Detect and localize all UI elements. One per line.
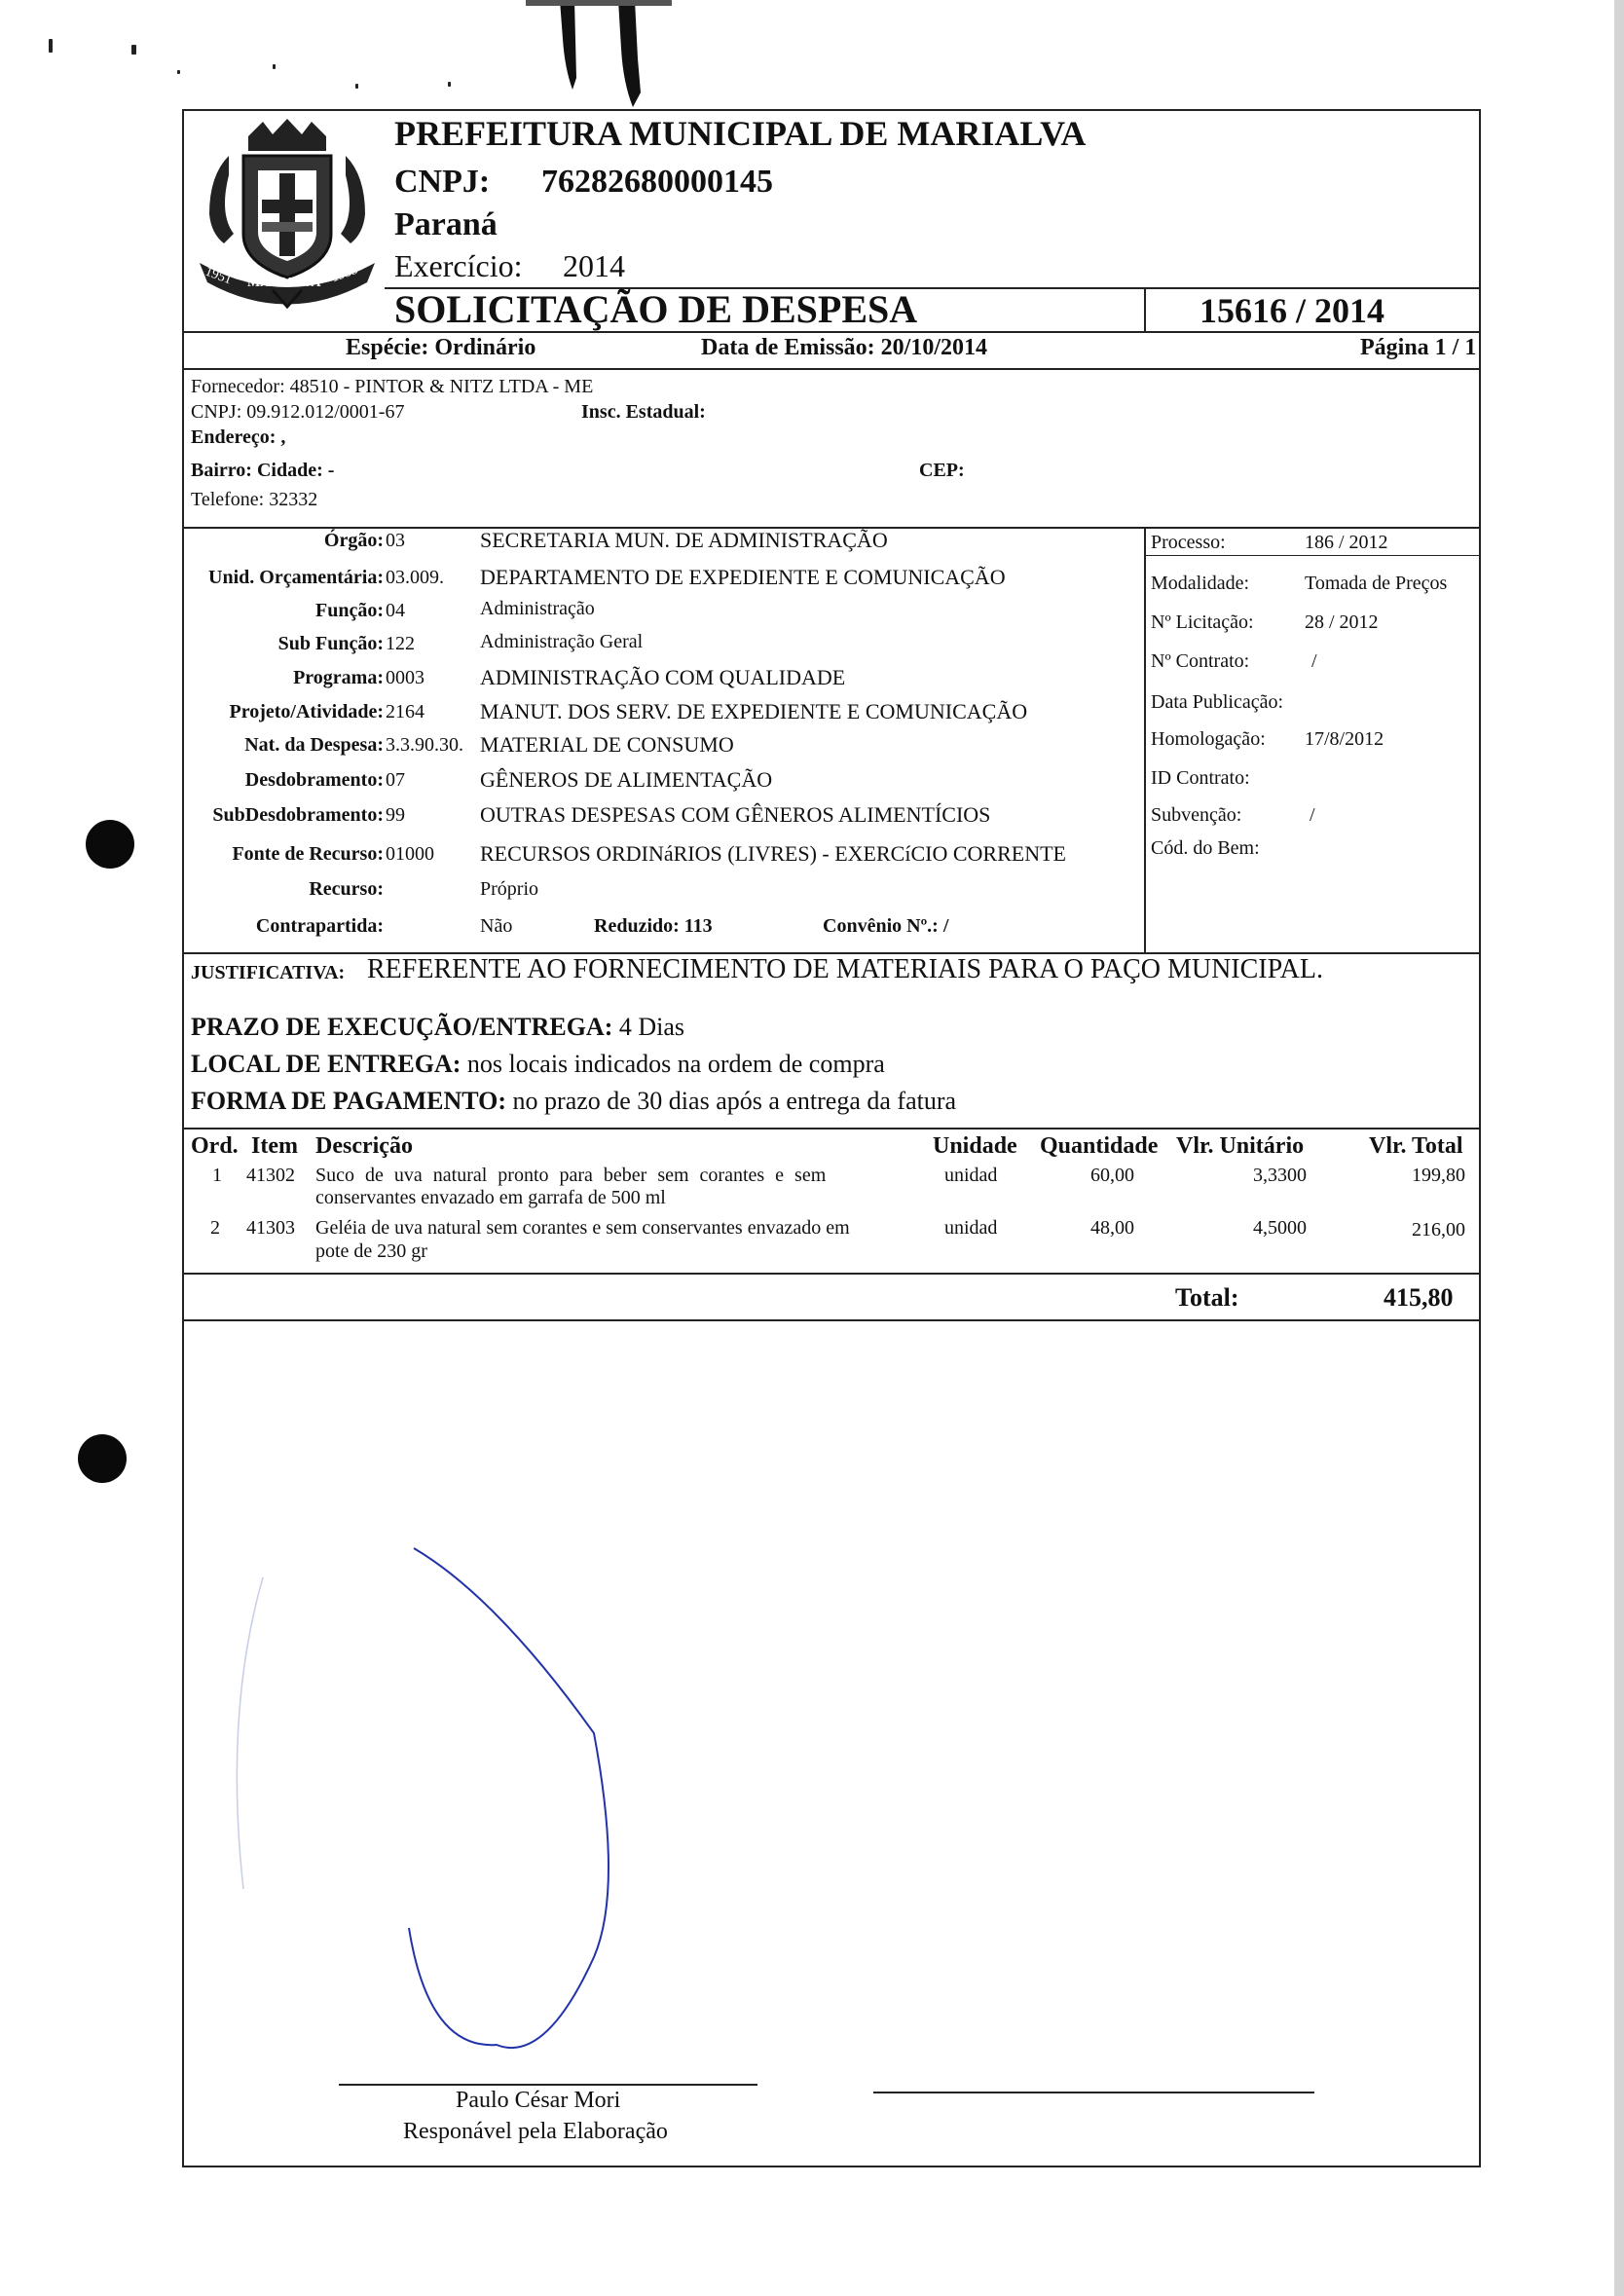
divider <box>182 1319 1481 1321</box>
id-contrato-label: ID Contrato: <box>1151 767 1250 789</box>
col-quantidade: Quantidade <box>1040 1133 1159 1159</box>
recurso-label: Recurso: <box>309 878 384 900</box>
divider <box>182 368 1481 370</box>
prazo-label: PRAZO DE EXECUÇÃO/ENTREGA: <box>191 1013 613 1041</box>
orgao-code: 03 <box>386 530 405 551</box>
row2-ord: 2 <box>210 1217 220 1239</box>
local-value: nos locais indicados na ordem de compra <box>466 1050 885 1078</box>
subdesdobramento-label: SubDesdobramento: <box>212 804 384 826</box>
document-title: SOLICITAÇÃO DE DESPESA <box>394 287 918 331</box>
seal-year-right: 1953 <box>329 262 360 286</box>
subdesdobramento-code: 99 <box>386 804 405 826</box>
subvencao-label: Subvenção: <box>1151 804 1242 826</box>
signatory-name: Paulo César Mori <box>456 2088 621 2113</box>
supplier-address: Endereço: , <box>191 426 286 448</box>
row2-quantidade: 48,00 <box>1090 1217 1134 1239</box>
supplier-phone: Telefone: 32332 <box>191 489 318 510</box>
divider <box>1144 555 1481 556</box>
reduzido: Reduzido: 113 <box>594 915 713 937</box>
cod-bem-label: Cód. do Bem: <box>1151 837 1260 859</box>
funcao-label: Função: <box>315 600 384 621</box>
unid-code: 03.009. <box>386 567 444 588</box>
orgao-desc: SECRETARIA MUN. DE ADMINISTRAÇÃO <box>480 528 888 552</box>
seal-text: MARIALVA <box>247 276 321 290</box>
supplier-cnpj: CNPJ: 09.912.012/0001-67 <box>191 401 405 423</box>
supplier-bairro: Bairro: Cidade: - <box>191 460 335 481</box>
col-total: Vlr. Total <box>1369 1133 1463 1159</box>
programa-label: Programa: <box>293 667 384 688</box>
contrapartida-desc: Não <box>480 915 513 937</box>
licitacao-label: Nº Licitação: <box>1151 611 1254 633</box>
scan-speck <box>131 45 136 55</box>
supplier-name: Fornecedor: 48510 - PINTOR & NITZ LTDA - ME <box>191 376 594 397</box>
natureza-label: Nat. da Despesa: <box>244 734 384 756</box>
handwritten-signature <box>204 1519 633 2064</box>
scan-speck <box>49 39 53 53</box>
row1-quantidade: 60,00 <box>1090 1165 1134 1186</box>
subfuncao-code: 122 <box>386 633 415 654</box>
page-number: Página 1 / 1 <box>1360 335 1477 360</box>
punch-hole <box>78 1434 127 1483</box>
forma-value: no prazo de 30 dias após a entrega da fatura <box>512 1087 957 1115</box>
forma-line <box>191 1087 956 1116</box>
prazo-line <box>191 1013 684 1042</box>
seal-year-left: 1951 <box>203 264 234 288</box>
row1-unidade: unidad <box>944 1165 998 1186</box>
signatory-role: Responável pela Elaboração <box>403 2119 668 2144</box>
row2-unitario: 4,5000 <box>1253 1217 1307 1239</box>
signature-line <box>873 2092 1314 2093</box>
funcao-desc: Administração <box>480 598 595 619</box>
emission-date: Data de Emissão: 20/10/2014 <box>701 335 987 360</box>
row1-desc1: Suco de uva natural pronto para beber sem corantes e sem <box>315 1165 827 1186</box>
row2-item: 41303 <box>246 1217 295 1239</box>
state-name: Paraná <box>394 206 498 242</box>
desdobramento-desc: GÊNEROS DE ALIMENTAÇÃO <box>480 767 773 792</box>
processo-label: Processo: <box>1151 532 1226 553</box>
supplier-insc: Insc. Estadual: <box>581 401 706 423</box>
modalidade-value: Tomada de Preços <box>1305 573 1448 594</box>
col-unitario: Vlr. Unitário <box>1176 1133 1305 1159</box>
programa-code: 0003 <box>386 667 424 688</box>
signature-line <box>339 2084 757 2086</box>
unid-desc: DEPARTAMENTO DE EXPEDIENTE E COMUNICAÇÃO <box>480 565 1006 589</box>
row2-total: 216,00 <box>1412 1219 1465 1241</box>
funcao-code: 04 <box>386 600 405 621</box>
homologacao-label: Homologação: <box>1151 728 1266 750</box>
row1-desc2: conservantes envazado em garrafa de 500 ml <box>315 1187 666 1208</box>
fonte-code: 01000 <box>386 843 434 865</box>
programa-desc: ADMINISTRAÇÃO COM QUALIDADE <box>480 665 846 689</box>
contrapartida-label: Contrapartida: <box>255 915 384 937</box>
species: Espécie: Ordinário <box>346 335 536 360</box>
document-number: 15616 / 2014 <box>1200 291 1385 330</box>
projeto-code: 2164 <box>386 701 424 722</box>
divider <box>182 331 1481 333</box>
unid-label: Unid. Orçamentária: <box>208 567 384 588</box>
local-label: LOCAL DE ENTREGA: <box>191 1050 461 1078</box>
row2-desc1: Geléia de uva natural sem corantes e sem conservantes envazado em <box>315 1217 850 1239</box>
municipality-name: PREFEITURA MUNICIPAL DE MARIALVA <box>394 114 1087 153</box>
col-descricao: Descrição <box>315 1133 413 1159</box>
row1-unitario: 3,3300 <box>1253 1165 1307 1186</box>
homologacao-value: 17/8/2012 <box>1305 728 1384 750</box>
row1-ord: 1 <box>212 1165 222 1186</box>
col-ord: Ord. <box>191 1133 239 1159</box>
exercise-value: 2014 <box>563 248 625 283</box>
desdobramento-label: Desdobramento: <box>244 769 384 791</box>
orgao-label: Órgão: <box>323 530 384 551</box>
fonte-desc: RECURSOS ORDINáRIOS (LIVRES) - EXERCíCIO CORRENTE <box>480 841 1066 866</box>
local-line <box>191 1050 885 1079</box>
subfuncao-label: Sub Função: <box>277 633 384 654</box>
publicacao-label: Data Publicação: <box>1151 691 1284 713</box>
licitacao-value: 28 / 2012 <box>1305 611 1379 633</box>
divider <box>1144 527 1146 952</box>
divider <box>1144 287 1146 331</box>
desdobramento-code: 07 <box>386 769 405 791</box>
justification-label: JUSTIFICATIVA: <box>191 962 346 983</box>
justification-text: REFERENTE AO FORNECIMENTO DE MATERIAIS PARA O PAÇO MUNICIPAL. <box>367 954 1323 984</box>
row2-unidade: unidad <box>944 1217 998 1239</box>
natureza-code: 3.3.90.30. <box>386 734 463 756</box>
forma-label: FORMA DE PAGAMENTO: <box>191 1087 507 1115</box>
col-unidade: Unidade <box>933 1133 1017 1159</box>
row1-item: 41302 <box>246 1165 295 1186</box>
cnpj-label: CNPJ: <box>394 164 491 200</box>
subvencao-value: / <box>1310 804 1315 826</box>
projeto-label: Projeto/Atividade: <box>229 701 384 722</box>
modalidade-label: Modalidade: <box>1151 573 1250 594</box>
contrato-label: Nº Contrato: <box>1151 650 1250 672</box>
subdesdobramento-desc: OUTRAS DESPESAS COM GÊNEROS ALIMENTÍCIOS <box>480 802 991 827</box>
scan-binder-mark <box>526 0 672 117</box>
scan-speck <box>177 70 180 74</box>
total-label: Total: <box>1175 1283 1239 1312</box>
page-edge <box>1614 0 1624 2296</box>
prazo-value: 4 Dias <box>618 1013 685 1041</box>
scan-speck <box>448 82 451 87</box>
processo-value: 186 / 2012 <box>1305 532 1388 553</box>
projeto-desc: MANUT. DOS SERV. DE EXPEDIENTE E COMUNICAÇÃO <box>480 699 1028 723</box>
col-item: Item <box>251 1133 298 1159</box>
natureza-desc: MATERIAL DE CONSUMO <box>480 732 734 757</box>
subfuncao-desc: Administração Geral <box>480 631 644 652</box>
supplier-cep: CEP: <box>919 460 965 481</box>
cnpj-value: 76282680000145 <box>541 164 773 200</box>
scan-speck <box>355 84 358 89</box>
recurso-desc: Próprio <box>480 878 538 900</box>
row2-desc2: pote de 230 gr <box>315 1241 427 1262</box>
contrato-value: / <box>1311 650 1317 672</box>
exercise-label: Exercício: <box>394 248 523 283</box>
divider <box>182 1273 1481 1275</box>
scan-speck <box>273 64 276 69</box>
convenio: Convênio Nº.: / <box>823 915 949 937</box>
fonte-label: Fonte de Recurso: <box>232 843 384 865</box>
punch-hole <box>86 820 134 869</box>
divider <box>182 1128 1481 1129</box>
row1-total: 199,80 <box>1412 1165 1465 1186</box>
total-value: 415,80 <box>1384 1283 1454 1312</box>
